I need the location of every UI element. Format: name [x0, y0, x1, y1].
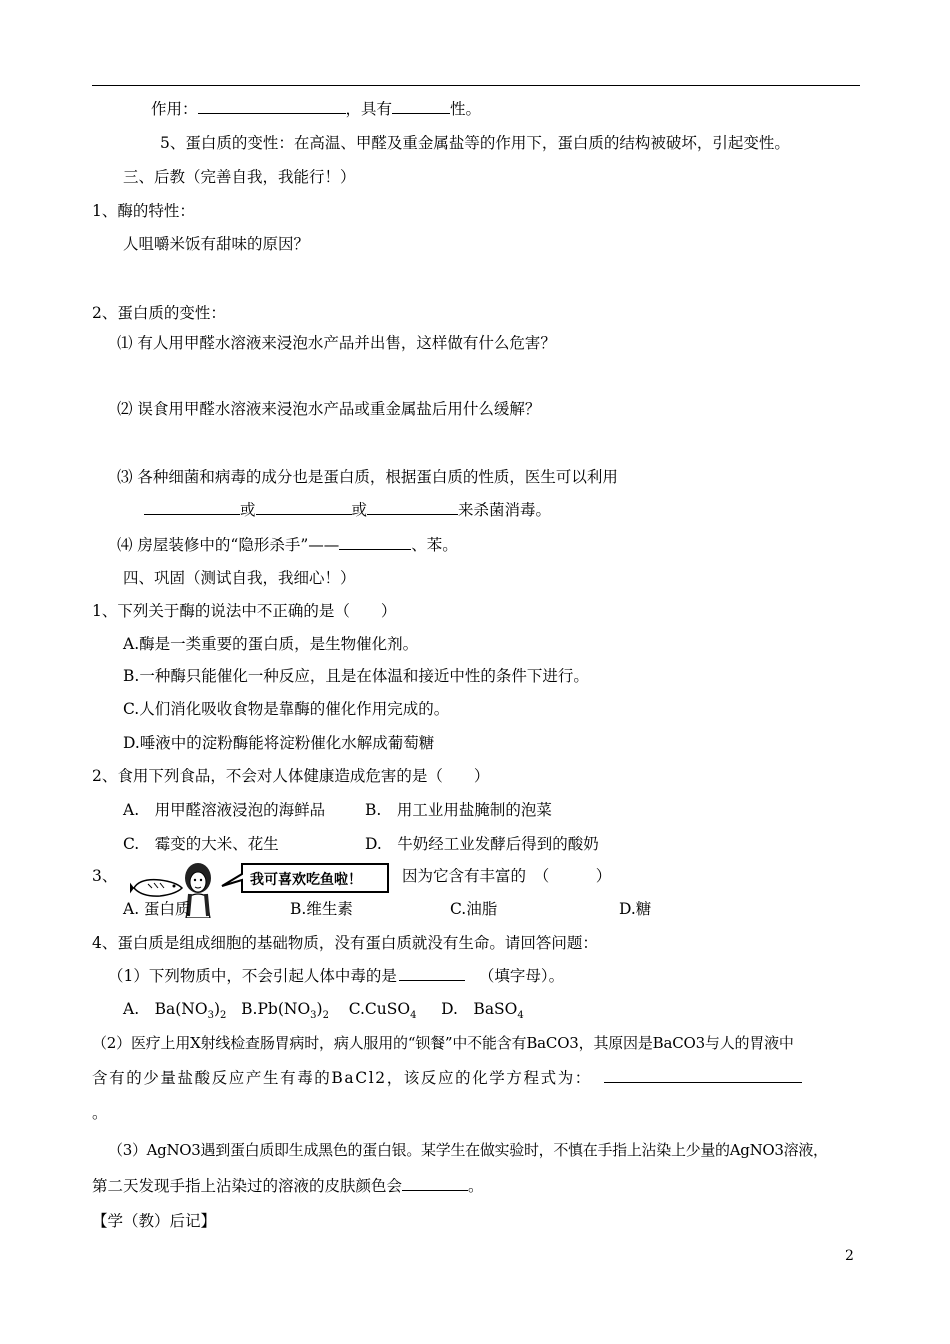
q2-item-2: ⑵ 误食用甲醛水溶液来浸泡水产品或重金属盐后用什么缓解？ — [117, 400, 541, 418]
text: 或 — [240, 501, 256, 519]
c2-option-b: B. 用工业用盐腌制的泡菜 — [365, 801, 552, 819]
c4-options — [123, 999, 524, 1026]
text: ，具有 — [345, 100, 393, 118]
c4-part-2-line-3: 。 — [92, 1104, 108, 1122]
blank-field[interactable] — [399, 966, 465, 981]
c4-part-3-line-1: （3）AgNO3遇到蛋白质即生成黑色的蛋白银。某学生在做实验时，不慎在手指上沾染上少量的AgNO3溶液， — [108, 1141, 828, 1159]
c4-option-d: D. BaSO$_4$ — [441, 1000, 524, 1022]
text: （1）下列物质中，不会引起人体中毒的是 — [108, 967, 397, 985]
c2-option-a: A. 用甲醛溶液浸泡的海鲜品 — [123, 801, 326, 819]
c3-option-c: C.油脂 — [450, 900, 498, 918]
blank-field[interactable] — [604, 1068, 802, 1083]
c4-part-2-line-2 — [92, 1068, 802, 1088]
q2-title: 2、蛋白质的变性： — [92, 304, 226, 322]
blank-field[interactable] — [402, 1176, 468, 1191]
c4-option-b: $B.Pb(NO_3)_2$ — [241, 1000, 329, 1022]
text: 或 — [351, 501, 368, 519]
text: 含有的少量盐酸反应产生有毒的BaCl2，该反应的化学方程式为： — [92, 1069, 592, 1087]
text: 性。 — [450, 100, 482, 118]
c2-option-c: C. 霉变的大米、花生 — [123, 835, 279, 853]
c4-part-3-line-2 — [92, 1176, 484, 1196]
blank-field[interactable] — [339, 535, 411, 550]
q2-item-3: ⑶ 各种细菌和病毒的成分也是蛋白质，根据蛋白质的性质，医生可以利用 — [117, 468, 618, 486]
text: 来杀菌消毒。 — [458, 501, 552, 519]
text: （填字母）。 — [478, 967, 565, 985]
line-zuoyong — [151, 99, 481, 119]
c3-question-tail: 因为它含有丰富的 （ ） — [402, 867, 612, 885]
section-heading-3: 三、后教（完善自我，我能行！） — [123, 168, 356, 186]
c3-option-d: D.糖 — [619, 900, 652, 918]
protein-denaturation-note: 5、蛋白质的变性：在高温、甲醛及重金属盐等的作用下，蛋白质的结构被破坏，引起变性。 — [160, 134, 790, 152]
blank-field[interactable] — [144, 500, 240, 515]
c1-option-a: A.酶是一类重要的蛋白质，是生物催化剂。 — [123, 635, 419, 653]
section-heading-4: 四、巩固（测试自我，我细心！） — [123, 569, 356, 587]
q2-item-4 — [117, 535, 458, 555]
text: ⑷ 房屋装修中的“隐形杀手”—— — [117, 536, 340, 554]
c3-option-a: A. 蛋白质 — [123, 900, 191, 918]
blank-field[interactable] — [256, 500, 352, 515]
q1-title: 1、酶的特性： — [92, 202, 195, 220]
c3-option-b: B.维生素 — [290, 900, 353, 918]
fish-icon — [130, 880, 182, 896]
c2-option-d: D. 牛奶经工业发酵后得到的酸奶 — [365, 835, 599, 853]
q1-body: 人咀嚼米饭有甜味的原因？ — [123, 235, 310, 253]
q2-item-3-blanks — [144, 500, 551, 520]
header-rule — [92, 85, 860, 86]
text: 作用： — [151, 100, 198, 118]
q2-item-1: ⑴ 有人用甲醛水溶液来浸泡水产品并出售，这样做有什么危害？ — [117, 334, 556, 352]
c4-part-2-line-1: （2）医疗上用X射线检查肠胃病时，病人服用的“钡餐”中不能含有BaCO3，其原因是BaCO3与人的胃液中 — [92, 1034, 794, 1052]
c4-part-1 — [108, 966, 564, 986]
c4-option-a: A. $Ba(NO_3)_2$ — [123, 1000, 227, 1022]
blank-field[interactable] — [392, 99, 450, 114]
c2-question: 2、食用下列食品，不会对人体健康造成危害的是（ ） — [92, 767, 490, 785]
blank-field[interactable] — [367, 500, 458, 515]
text: 第二天发现手指上沾染过的溶液的皮肤颜色会 — [92, 1177, 403, 1195]
footer-notes-heading: 【学（教）后记】 — [92, 1212, 217, 1230]
c4-question: 4、蛋白质是组成细胞的基础物质，没有蛋白质就没有生命。请回答问题： — [92, 934, 598, 952]
c1-option-b: B.一种酶只能催化一种反应，且是在体温和接近中性的条件下进行。 — [123, 667, 589, 685]
text: 、苯。 — [411, 536, 458, 554]
c1-option-c: C.人们消化吸收食物是靠酶的催化作用完成的。 — [123, 700, 450, 718]
c4-option-c: C.CuSO$_4$ — [348, 1000, 417, 1022]
c1-question: 1、下列关于酶的说法中不正确的是（ ） — [92, 602, 397, 620]
page-number: 2 — [845, 1248, 854, 1264]
text: 。 — [468, 1177, 484, 1195]
blank-field[interactable] — [198, 99, 346, 114]
c1-option-d: D.唾液中的淀粉酶能将淀粉催化水解成葡萄糖 — [123, 734, 435, 752]
c3-number: 3、 — [92, 867, 118, 885]
speech-bubble-text: 我可喜欢吃鱼啦！ — [250, 872, 362, 888]
